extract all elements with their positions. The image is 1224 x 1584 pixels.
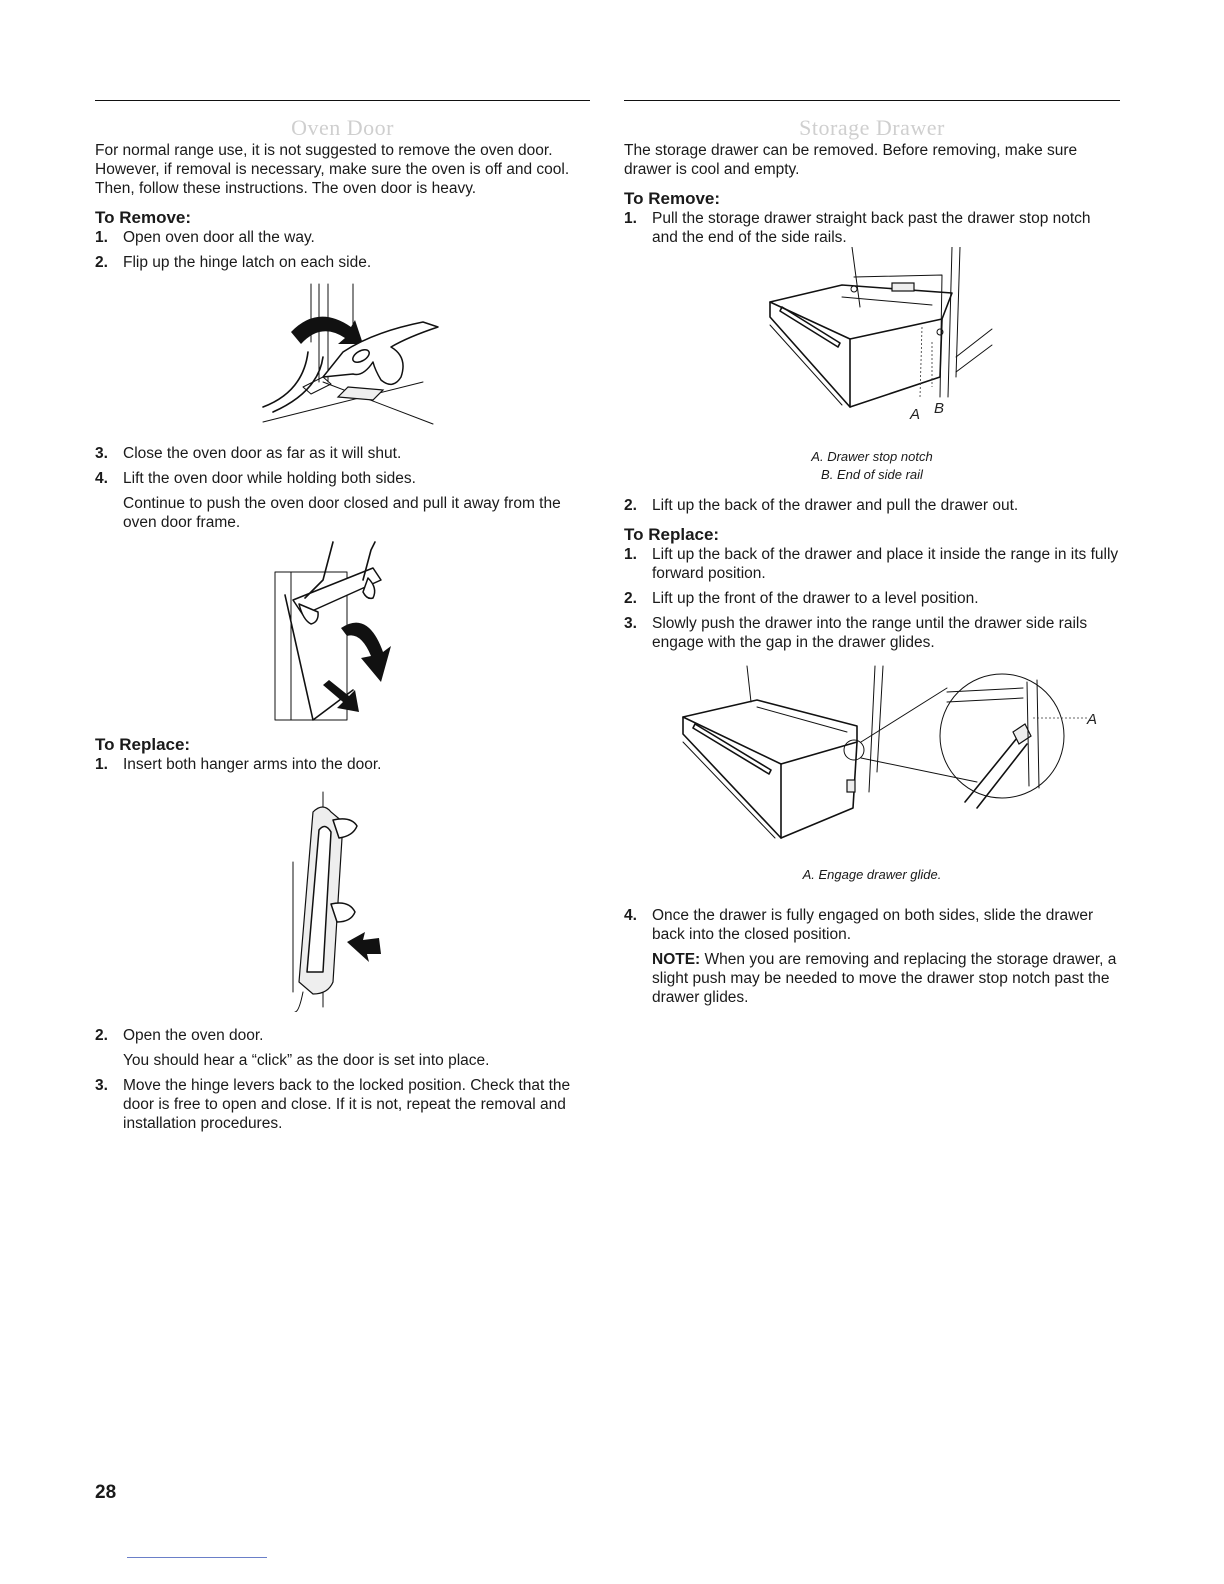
- hanger-arms-illustration: [273, 782, 413, 1012]
- storage-drawer-section: [624, 100, 1120, 1007]
- step-number: 1.: [624, 546, 637, 563]
- replace-heading: To Replace:: [95, 735, 191, 754]
- figure-caption: A. Engage drawer glide.: [802, 867, 942, 882]
- step-item: [624, 545, 1120, 583]
- step-number: 3.: [95, 445, 108, 462]
- step-item: [624, 614, 1120, 652]
- step-text: Once the drawer is fully engaged on both sides, slide the drawer back into the closed position.: [652, 907, 1094, 943]
- step-item: [95, 755, 590, 774]
- step-text: Open the oven door.: [123, 1027, 264, 1044]
- step-text: Slowly push the drawer into the range until the drawer side rails engage with the gap in the drawer glides.: [652, 615, 1088, 651]
- step-item: [95, 253, 590, 272]
- step-text: Close the oven door as far as it will shut.: [123, 445, 402, 462]
- step-item: [95, 469, 590, 488]
- step-detail: Continue to push the oven door closed and pull it away from the oven door frame.: [123, 495, 561, 531]
- step-text: Lift up the back of the drawer and place it inside the range in its fully forward position.: [652, 546, 1119, 582]
- section-rule: [624, 100, 1120, 101]
- drawer-remove-illustration: [742, 247, 1002, 442]
- step-item: [624, 209, 1120, 247]
- hinge-latch-illustration: [223, 282, 463, 432]
- footer-rule: [127, 1557, 267, 1558]
- step-number: 3.: [95, 1077, 108, 1094]
- step-text: Lift the oven door while holding both sides.: [123, 470, 416, 487]
- intro-paragraph: For normal range use, it is not suggested to remove the oven door. However, if removal is necessary, make sure the oven is off and cool. Then, follow these instructions. The oven door is heavy.: [95, 142, 570, 197]
- step-number: 2.: [624, 497, 637, 514]
- step-number: 4.: [95, 470, 108, 487]
- step-text: Pull the storage drawer straight back past the drawer stop notch and the end of the side rails.: [652, 210, 1091, 246]
- figure-caption: A. Drawer stop notch: [811, 449, 933, 464]
- step-text: Open oven door all the way.: [123, 229, 315, 246]
- step-number: 2.: [624, 590, 637, 607]
- note-text: When you are removing and replacing the storage drawer, a slight push may be needed to move the drawer stop notch past the drawer glides.: [652, 951, 1117, 1006]
- step-item: [95, 444, 590, 463]
- section-title: Storage Drawer: [799, 115, 945, 140]
- step-text: Insert both hanger arms into the door.: [123, 756, 382, 773]
- step-item: [95, 1076, 590, 1133]
- step-number: 3.: [624, 615, 637, 632]
- step-item: [624, 589, 1120, 608]
- section-rule: [95, 100, 590, 101]
- section-title: Oven Door: [291, 115, 394, 140]
- figure-label-a: A: [910, 406, 921, 423]
- step-text: Move the hinge levers back to the locked position. Check that the door is free to open and close. If it is not, repeat the removal and installation procedures.: [123, 1077, 571, 1132]
- figure-label-b: B: [934, 400, 945, 417]
- step-item: [95, 228, 590, 247]
- remove-heading: To Remove:: [95, 208, 192, 227]
- step-text: Flip up the hinge latch on each side.: [123, 254, 372, 271]
- step-item: [624, 906, 1120, 944]
- step-number: 2.: [95, 1027, 108, 1044]
- oven-door-section: [95, 100, 590, 1133]
- drawer-replace-illustration: [647, 662, 1097, 854]
- step-item: [624, 496, 1120, 515]
- step-number: 2.: [95, 254, 108, 271]
- page-number: 28: [95, 1482, 117, 1503]
- replace-heading: To Replace:: [624, 525, 720, 544]
- step-number: 4.: [624, 907, 637, 924]
- figure-caption: B. End of side rail: [821, 467, 923, 482]
- step-number: 1.: [95, 756, 108, 773]
- note-paragraph: [624, 950, 1120, 1007]
- intro-paragraph: The storage drawer can be removed. Before removing, make sure drawer is cool and empty.: [624, 142, 1078, 178]
- remove-heading: To Remove:: [624, 189, 721, 208]
- step-text: Lift up the front of the drawer to a level position.: [652, 590, 979, 607]
- step-detail: You should hear a “click” as the door is set into place.: [123, 1052, 490, 1069]
- step-item: [95, 1026, 590, 1045]
- step-number: 1.: [95, 229, 108, 246]
- figure-label-a: A: [1087, 711, 1097, 728]
- note-label: NOTE:: [652, 951, 701, 968]
- step-number: 1.: [624, 210, 637, 227]
- lift-door-illustration: [263, 540, 423, 725]
- step-text: Lift up the back of the drawer and pull the drawer out.: [652, 497, 1019, 514]
